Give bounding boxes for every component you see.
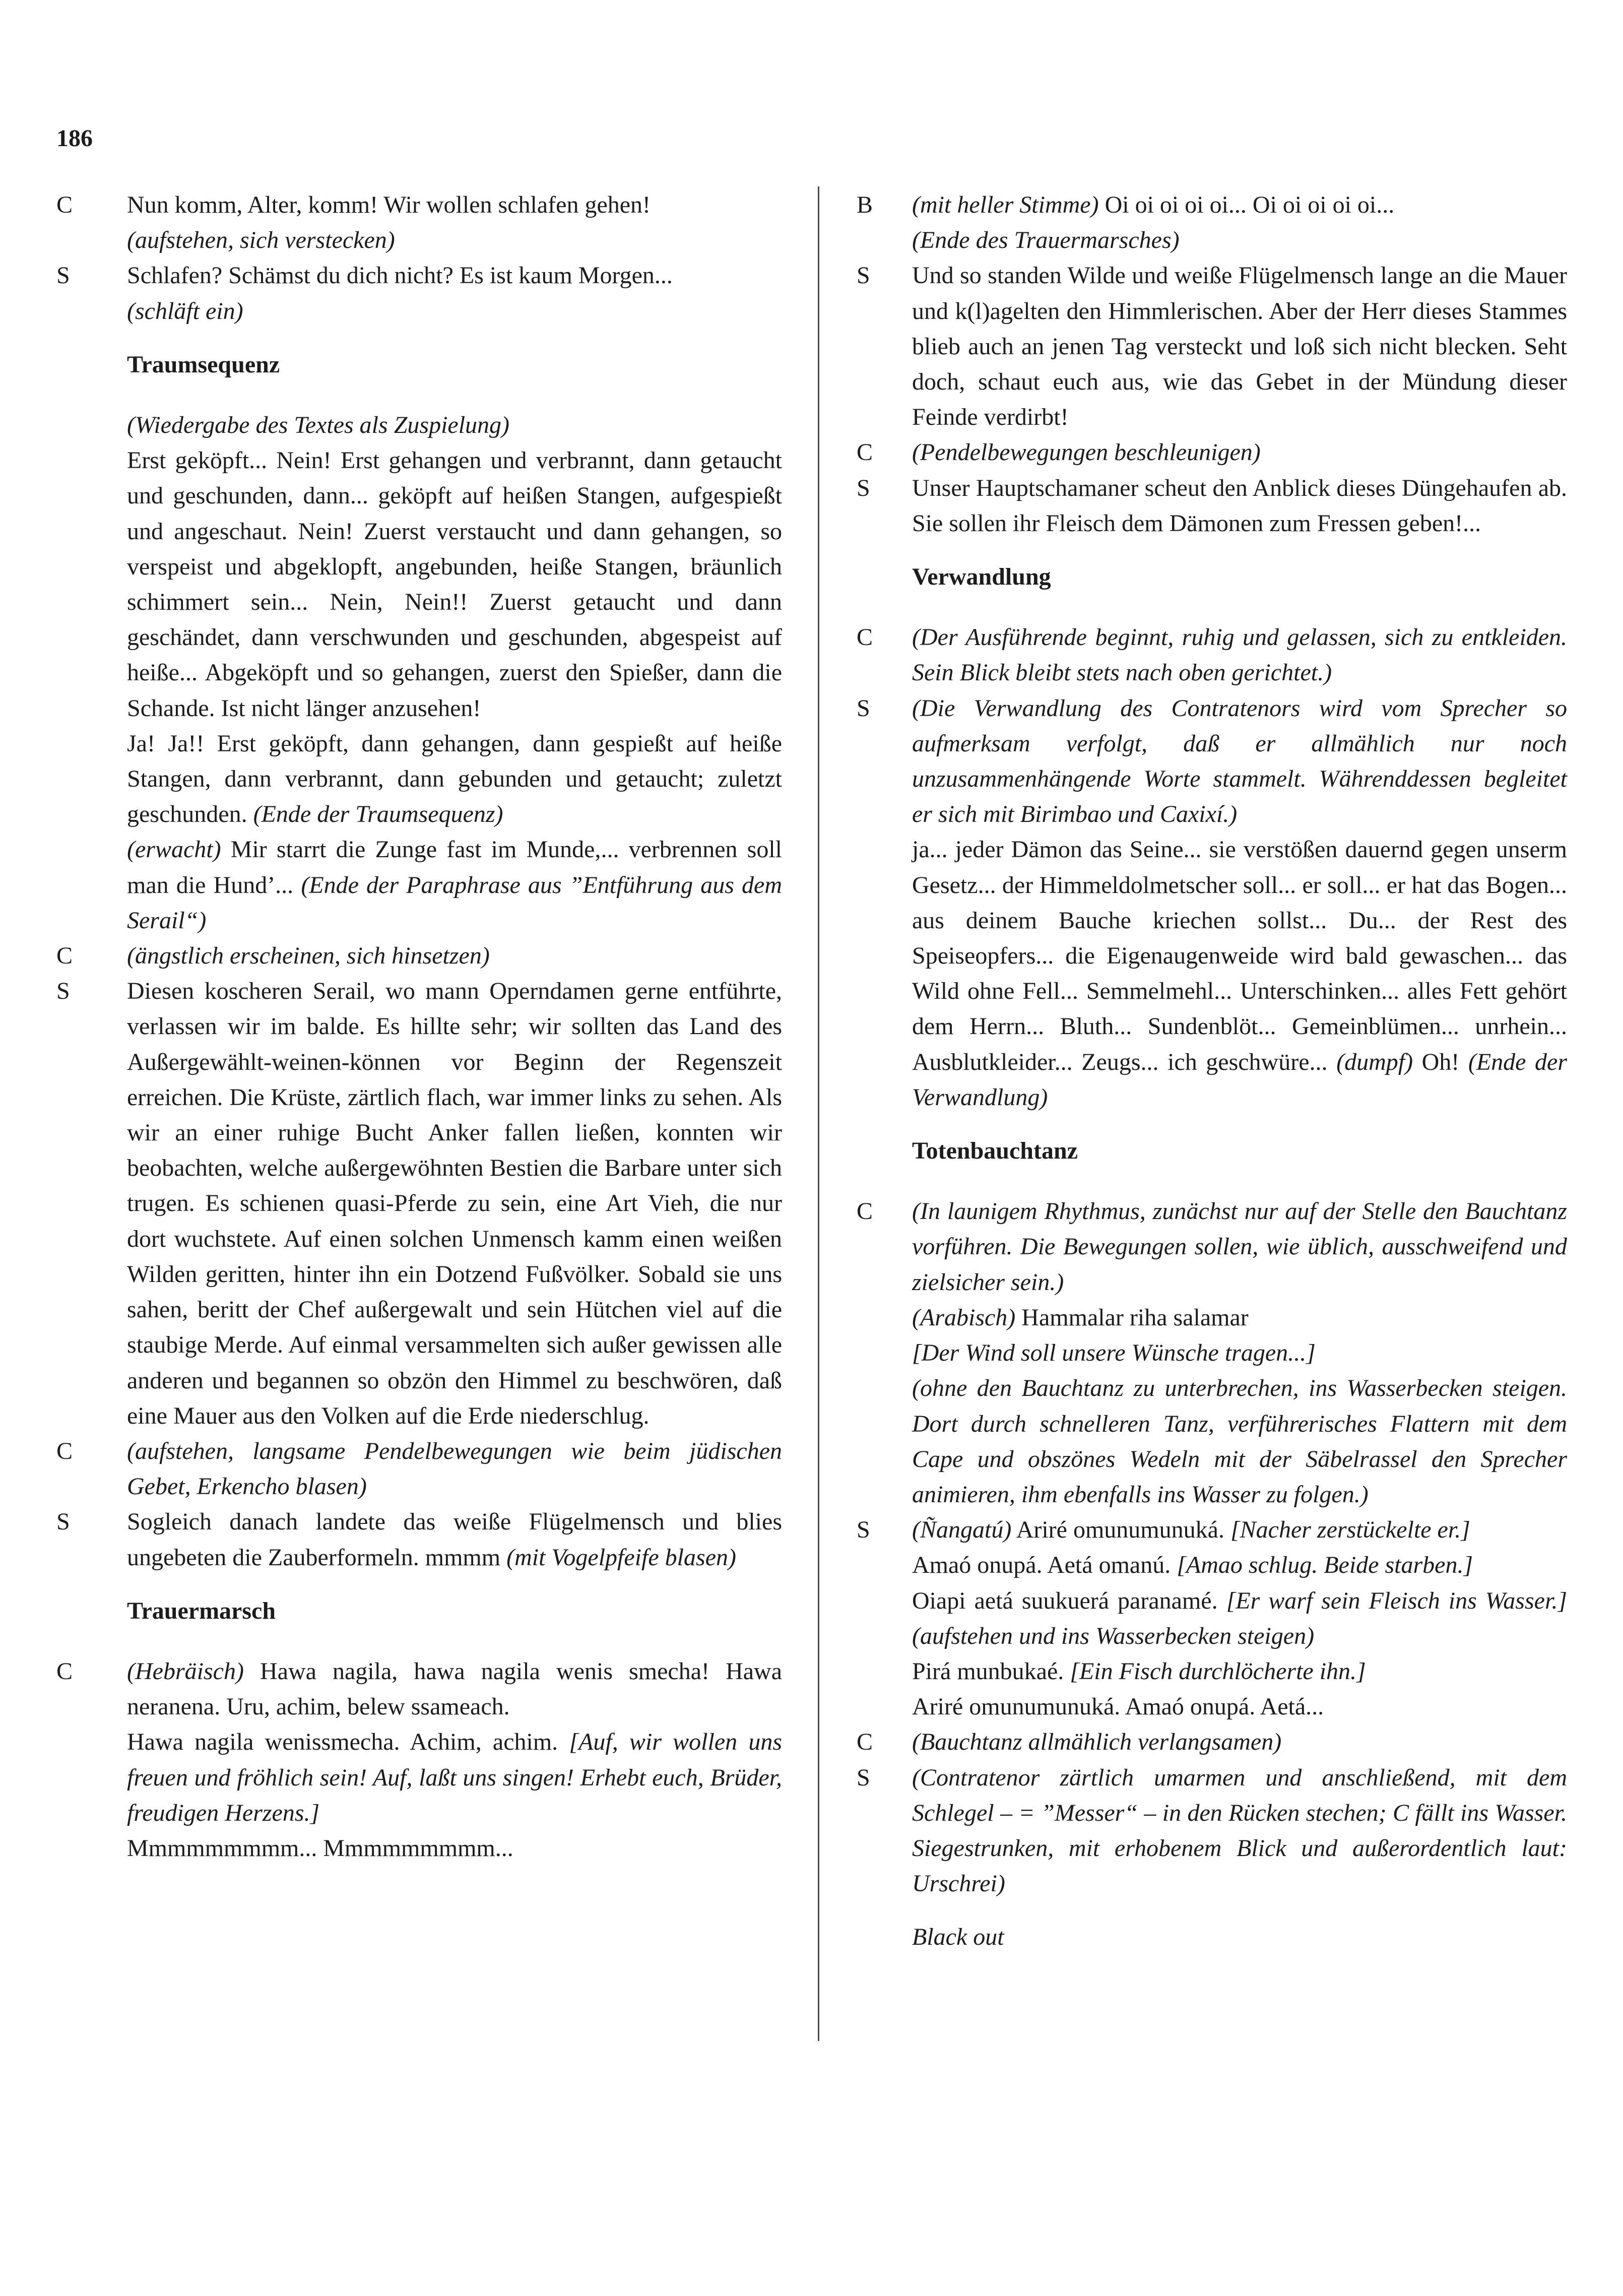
stage-direction: (dumpf)	[1336, 1048, 1413, 1075]
script-line	[56, 938, 782, 974]
column-divider	[818, 186, 819, 2041]
script-line	[56, 258, 782, 329]
script-line	[56, 408, 782, 938]
translation: [Ein Fisch durchlöcherte ihn.]	[1070, 1657, 1366, 1685]
script-line	[857, 435, 1567, 470]
stage-direction: (In launigem Rhythmus, zunächst nur auf der Stelle den Bauchtanz vorführen. Die Bewegungen sollen, wie üblich, ausschweifend und zielsicher sein.)	[912, 1198, 1567, 1296]
stage-direction: (Ende der Traumsequenz)	[253, 801, 503, 828]
speaker-label: S	[857, 262, 870, 289]
dialogue: Hawa nagila, hawa nagila wenis smecha! Hawa neranena. Uru, achim, belew ssameach.	[127, 1657, 783, 1720]
stage-direction: (Wiedergabe des Textes als Zuspielung)	[127, 412, 510, 439]
dialogue: Diesen koscheren Serail, wo mann Operndamen gerne entführte, verlassen wir im balde. Es hillte sehr; wir sollten das Land des Außergewählt-weinen-können vor Beginn der Regenszeit erreichen. Die Krüste, zärtlich flach, war immer links zu sehen. Als wir an einer ruhige Bucht Anker fallen ließen, konnten wir beobachten, welche außergewöhnten Bestien die Barbare unter sich trugen. Es schienen quasi-Pferde zu sein, eine Art Vieh, die nur dort wuchstete. Auf einen solchen Unmensch kamm einen weißen Wilden geritten, hinter ihn ein Dotzend Fußvölker. Sobald sie uns sahen, beritt der Chef außergewalt und sein Hütchen viel auf die staubige Merde. Auf einmal versammelten sich außer gewissen alle anderen und begannen so obzön den Himmel zu beschwören, daß eine Mauer aus den Volken auf die Erde niederschlug.	[127, 978, 782, 1429]
speaker-label: C	[857, 1198, 873, 1225]
line-text	[127, 1504, 782, 1575]
speaker-label: S	[56, 262, 70, 289]
script-line	[857, 187, 1567, 258]
speaker-label: C	[857, 1729, 873, 1756]
line-text	[127, 258, 782, 329]
section-heading-trauermarsch: Trauermarsch	[127, 1597, 276, 1624]
script-line	[56, 1504, 782, 1575]
translation: [Amao schlug. Beide starben.]	[1177, 1552, 1473, 1579]
script-line	[857, 471, 1567, 541]
right-column	[857, 187, 1567, 1955]
stage-direction: (aufstehen, sich verstecken)	[127, 227, 395, 254]
dialogue: Amaó onupá. Aetá omanú.	[912, 1552, 1171, 1579]
speaker-label: S	[857, 474, 870, 501]
dialogue: Ja! Ja!! Erst geköpft, dann gehangen, dann gespießt auf heiße Stangen, dann verbrannt, dann gebunden und getaucht; zuletzt geschunden.	[127, 730, 782, 828]
stage-direction: (mit heller Stimme)	[912, 192, 1099, 218]
translation: [Nacher zerstückelte er.]	[1230, 1516, 1470, 1544]
stage-direction: (mit Vogelpfeife blasen)	[506, 1544, 736, 1571]
dialogue: Ariré omunumunuká. Amaó onupá. Aetá...	[912, 1693, 1324, 1720]
dialogue: Ariré omunumunuká.	[1016, 1516, 1224, 1544]
line-text	[912, 1512, 1567, 1725]
script-line	[56, 974, 782, 1434]
translation: [Der Wind soll unsere Wünsche tragen...]	[912, 1340, 1316, 1367]
script-line	[857, 620, 1567, 690]
page-number: 186	[56, 125, 93, 152]
stage-direction: (ohne den Bauchtanz zu unterbrechen, ins Wasserbecken steigen. Dort durch schnelleren Tanz, verführerisches Flattern mit dem Cape und obszönes Wedeln mit der Säbelrassel den Sprecher animieren, ihm ebenfalls ins Wasser zu folgen.)	[912, 1375, 1567, 1508]
dialogue: Sogleich danach landete das weiße Flügelmensch und blies ungebeten die Zauberformeln. mmmm	[127, 1508, 782, 1571]
stage-direction: (Contratenor zärtlich umarmen und anschließend, mit dem Schlegel – = ”Messer“ – in den Rücken stechen; C fällt ins Wasser. Siegestrunken, mit erhobenem Blick und außerordentlich laut: Urschrei)	[912, 1764, 1567, 1897]
script-line	[56, 187, 782, 258]
dialogue: Oh!	[1421, 1048, 1460, 1075]
speaker-label: C	[857, 624, 873, 651]
line-text	[127, 187, 782, 258]
stage-direction: (Hebräisch)	[127, 1657, 244, 1685]
script-line	[857, 691, 1567, 1115]
stage-direction: (Ende der Paraphrase aus ”Entführung aus dem Serail“)	[127, 871, 783, 934]
left-column	[56, 187, 782, 1866]
dialogue: Und so standen Wilde und weiße Flügelmensch lange an die Mauer und k(l)agelten den Himmlerischen. Aber der Herr dieses Stammes blieb auch an jenen Tag versteckt und loß sich nicht blecken. Seht doch, schaut euch aus, wie das Gebet in der Mündung dieser Feinde verdirbt!	[912, 262, 1567, 431]
ending-note: Black out	[912, 1924, 1004, 1951]
dialogue: Oiapi aetá suukuerá paranamé.	[912, 1587, 1218, 1614]
dialogue: Erst geköpft... Nein! Erst gehangen und verbrannt, dann getaucht und geschunden, dann... geköpft auf heißen Stangen, aufgespießt und angeschaut. Nein! Zuerst verstaucht und dann gehangen, so verspeist und abgeklopft, angebunden, heiße Stangen, bräunlich schimmert sein... Nein, Nein!! Zuerst getaucht und dann geschändet, dann verschwunden und geschunden, abgespeist auf heiße... Abgeköpft und so gehangen, zuerst den Spießer, dann die Schande. Ist nicht länger anzusehen!	[127, 447, 782, 722]
stage-direction: (Arabisch)	[912, 1304, 1016, 1331]
line-text	[912, 187, 1567, 258]
script-line	[857, 1512, 1567, 1725]
speaker-label: S	[56, 978, 70, 1005]
stage-direction: (aufstehen, langsame Pendelbewegungen wie beim jüdischen Gebet, Erkencho blasen)	[127, 1437, 782, 1500]
dialogue: Mmmmmmmmm... Mmmmmmmmm...	[127, 1834, 513, 1862]
stage-direction: (erwacht)	[127, 836, 221, 863]
speaker-label: C	[56, 1657, 73, 1685]
stage-direction: (Ñangatú)	[912, 1516, 1012, 1544]
dialogue: Mir starrt die Zunge fast im Munde,... verbrennen soll man die Hund’...	[127, 836, 783, 899]
line-text	[912, 1194, 1567, 1512]
script-line	[56, 1654, 782, 1866]
section-heading-verwandlung: Verwandlung	[912, 563, 1051, 591]
speaker-label: S	[857, 694, 870, 722]
script-line	[857, 258, 1567, 435]
translation: [Er warf sein Fleisch ins Wasser.] (aufstehen und ins Wasserbecken steigen)	[912, 1587, 1568, 1649]
dialogue: Hammalar riha salamar	[1021, 1304, 1249, 1331]
dialogue: Schlafen? Schämst du dich nicht? Es ist kaum Morgen...	[127, 262, 673, 289]
line-text	[127, 1654, 782, 1866]
speaker-label: C	[56, 192, 73, 218]
stage-direction: (Die Verwandlung des Contratenors wird vom Sprecher so aufmerksam verfolgt, daß er allmählich nur noch unzusammenhängende Worte stammelt. Währenddessen begleitet er sich mit Birimbao und Caxixí.)	[912, 694, 1567, 828]
line-text	[912, 691, 1567, 1115]
script-line	[857, 1760, 1567, 1902]
line-text	[127, 408, 782, 938]
dialogue: Nun komm, Alter, komm! Wir wollen schlafen gehen!	[127, 192, 651, 218]
dialogue: ja... jeder Dämon das Seine... sie verstößen dauernd gegen unserm Gesetz... der Himmeldolmetscher soll... er soll... er hat das Bogen... aus deinem Bauche kriechen sollst... Du... der Rest des Speiseopfers... die Eigenaugenweide wird bald gewaschen... das Wild ohne Fell... Semmelmehl... Unterschinken... alles Fett gehört dem Herrn... Bluth... Sundenblöt... Gemeinblümen... unrhein... Ausblutkleider... Zeugs... ich geschwüre...	[912, 836, 1567, 1075]
script-line	[857, 1725, 1567, 1760]
section-heading-totenbauchtanz: Totenbauchtanz	[912, 1137, 1078, 1165]
speaker-label: C	[56, 942, 73, 970]
speaker-label: B	[857, 192, 873, 218]
dialogue: Hawa nagila wenissmecha. Achim, achim.	[127, 1729, 558, 1756]
speaker-label: S	[56, 1508, 70, 1536]
script-line	[857, 1194, 1567, 1512]
stage-direction: (Ende der Verwandlung)	[912, 1048, 1568, 1111]
stage-direction: (Pendelbewegungen beschleunigen)	[912, 439, 1261, 466]
stage-direction: (Der Ausführende beginnt, ruhig und gelassen, sich zu entkleiden. Sein Blick bleibt stets nach oben gerichtet.)	[912, 624, 1567, 686]
stage-direction: (ängstlich erscheinen, sich hinsetzen)	[127, 942, 490, 970]
speaker-label: S	[857, 1516, 870, 1544]
stage-direction: (schläft ein)	[127, 297, 243, 325]
stage-direction: (Ende des Trauermarsches)	[912, 227, 1180, 254]
dialogue: Pirá munbukaé.	[912, 1657, 1064, 1685]
translation: [Auf, wir wollen uns freuen und fröhlich sein! Auf, laßt uns singen! Erhebt euch, Brüder, freudigen Herzens.]	[127, 1729, 783, 1826]
script-line	[56, 1434, 782, 1504]
dialogue: Unser Hauptschamaner scheut den Anblick dieses Düngehaufen ab. Sie sollen ihr Fleisch dem Dämonen zum Fressen geben!...	[912, 474, 1567, 537]
speaker-label: S	[857, 1764, 870, 1791]
speaker-label: C	[857, 439, 873, 466]
section-heading-traumsequenz: Traumsequenz	[127, 351, 280, 378]
dialogue: Oi oi oi oi oi... Oi oi oi oi oi...	[1105, 192, 1395, 218]
speaker-label: C	[56, 1437, 73, 1464]
stage-direction: (Bauchtanz allmählich verlangsamen)	[912, 1729, 1282, 1756]
